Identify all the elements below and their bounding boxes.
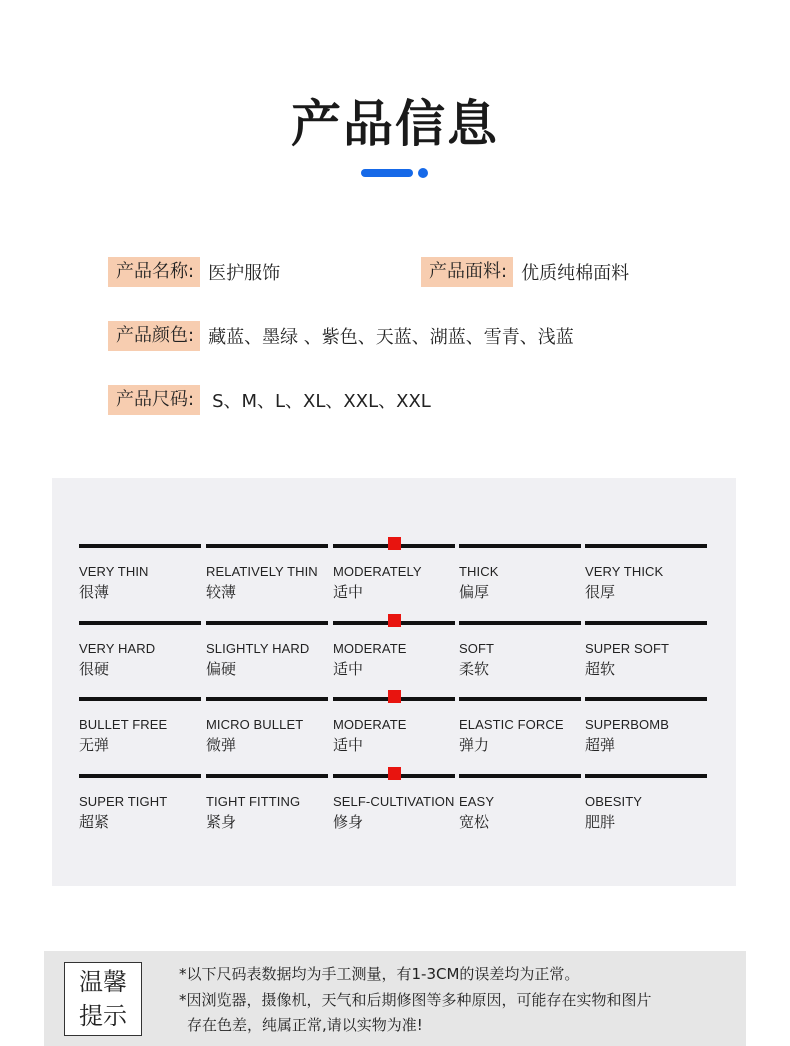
scale-option-en: ELASTIC FORCE (459, 717, 564, 732)
scale-selected-marker (388, 614, 401, 627)
title-decoration (361, 168, 431, 178)
scale-option-cn: 无弹 (79, 736, 110, 754)
title-underline-bar (361, 169, 413, 177)
scale-option-en: MODERATE (333, 717, 407, 732)
scale-option-en: SLIGHTLY HARD (206, 641, 310, 656)
tips-label-line2: 提示 (79, 1002, 127, 1030)
scale-option (585, 544, 707, 602)
scale-option (585, 774, 707, 832)
scale-option-cn: 适中 (333, 583, 364, 601)
scale-option-en: SOFT (459, 641, 495, 656)
scale-option-cn: 弹力 (459, 736, 490, 754)
scale-option (79, 697, 201, 755)
scale-option-en: MODERATE (333, 641, 407, 656)
scale-option (333, 697, 455, 755)
scale-option (206, 621, 328, 679)
scale-option-en: RELATIVELY THIN (206, 564, 318, 579)
scale-option-en: SELF-CULTIVATION (333, 794, 455, 809)
scale-option (585, 697, 707, 755)
scale-option-en: SUPER TIGHT (79, 794, 168, 809)
scale-option (79, 774, 201, 832)
scale-option-en: EASY (459, 794, 495, 809)
scale-option-en: VERY HARD (79, 641, 156, 656)
scale-segment-line (206, 544, 328, 548)
tip-line-3: 存在色差，纯属正常,请以实物为准! (187, 1016, 423, 1034)
scale-option (333, 774, 455, 832)
tip-line-2: *因浏览器，摄像机，天气和后期修图等多种原因，可能存在实物和图片 (179, 991, 652, 1009)
scale-option-cn: 超紧 (79, 813, 110, 831)
scale-segment-line (585, 544, 707, 548)
product-colors-value: 藏蓝、墨绿 、紫色、天蓝、湖蓝、雪青、浅蓝 (208, 327, 574, 348)
scale-option (585, 621, 707, 679)
scale-segment-line (79, 544, 201, 548)
scale-option-cn: 超弹 (585, 736, 616, 754)
scale-option-cn: 肥胖 (585, 813, 616, 831)
product-sizes-label: 产品尺码: (108, 385, 200, 415)
scale-option-en: OBESITY (585, 794, 643, 809)
scale-option-en: VERY THICK (585, 564, 664, 579)
scale-option-cn: 修身 (333, 813, 364, 831)
scale-selected-marker (388, 537, 401, 550)
scale-option-cn: 宽松 (459, 813, 490, 831)
scale-option-cn: 适中 (333, 736, 364, 754)
scale-fit (79, 774, 709, 834)
scale-segment-line (585, 621, 707, 625)
scale-segment-line (459, 621, 581, 625)
scale-segment-line (206, 697, 328, 701)
scale-selected-marker (388, 690, 401, 703)
product-colors-label: 产品颜色: (108, 321, 200, 351)
info-product-fabric (421, 257, 629, 287)
scale-segment-line (459, 697, 581, 701)
scale-thickness (79, 544, 709, 604)
info-product-colors (108, 321, 574, 351)
title-underline-dot (418, 168, 428, 178)
scale-option-cn: 偏硬 (206, 660, 237, 678)
scale-option (206, 774, 328, 832)
scale-option-cn: 柔软 (459, 660, 490, 678)
info-product-name (108, 257, 280, 287)
scale-segment-line (585, 774, 707, 778)
scale-option (79, 621, 201, 679)
scale-option (333, 621, 455, 679)
scale-option (459, 697, 581, 755)
scale-segment-line (206, 774, 328, 778)
tips-label-line1: 温馨 (79, 968, 127, 996)
scale-option-cn: 适中 (333, 660, 364, 678)
scale-option-cn: 较薄 (206, 583, 237, 601)
page-title: 产品信息 (291, 95, 499, 153)
scale-option-en: MICRO BULLET (206, 717, 304, 732)
scale-segment-line (206, 621, 328, 625)
product-name-value: 医护服饰 (208, 263, 281, 284)
scale-option-cn: 微弹 (206, 736, 237, 754)
scale-option-en: MODERATELY (333, 564, 422, 579)
scale-option-cn: 紧身 (206, 813, 237, 831)
scale-option (206, 544, 328, 602)
info-product-sizes (108, 385, 431, 415)
scale-hardness (79, 621, 709, 681)
tip-line-1: *以下尺码表数据均为手工测量，有1-3CM的误差均为正常。 (179, 965, 580, 983)
scale-segment-line (79, 774, 201, 778)
scale-option-cn: 偏厚 (459, 583, 490, 601)
scale-option-en: VERY THIN (79, 564, 149, 579)
scale-elasticity (79, 697, 709, 757)
product-sizes-value: S、M、L、XL、XXL、XXL (212, 391, 431, 412)
scale-segment-line (459, 544, 581, 548)
scale-option-cn: 很薄 (79, 583, 110, 601)
scale-option-en: SUPERBOMB (585, 717, 669, 732)
scale-option (459, 544, 581, 602)
scale-option-en: THICK (459, 564, 499, 579)
scale-option (333, 544, 455, 602)
scale-segment-line (585, 697, 707, 701)
scale-selected-marker (388, 767, 401, 780)
scale-segment-line (79, 697, 201, 701)
scale-option (459, 621, 581, 679)
scale-option (206, 697, 328, 755)
scale-segment-line (79, 621, 201, 625)
tips-label (64, 962, 142, 1036)
scale-option (459, 774, 581, 832)
scale-option (79, 544, 201, 602)
scale-option-cn: 超软 (585, 660, 616, 678)
tips-box (44, 951, 746, 1046)
scale-option-en: BULLET FREE (79, 717, 168, 732)
product-fabric-label: 产品面料: (421, 257, 513, 287)
product-name-label: 产品名称: (108, 257, 200, 287)
scale-option-cn: 很厚 (585, 583, 616, 601)
scale-option-en: TIGHT FITTING (206, 794, 301, 809)
scale-option-en: SUPER SOFT (585, 641, 670, 656)
product-fabric-value: 优质纯棉面料 (521, 263, 630, 284)
scale-segment-line (459, 774, 581, 778)
scale-option-cn: 很硬 (79, 660, 110, 678)
